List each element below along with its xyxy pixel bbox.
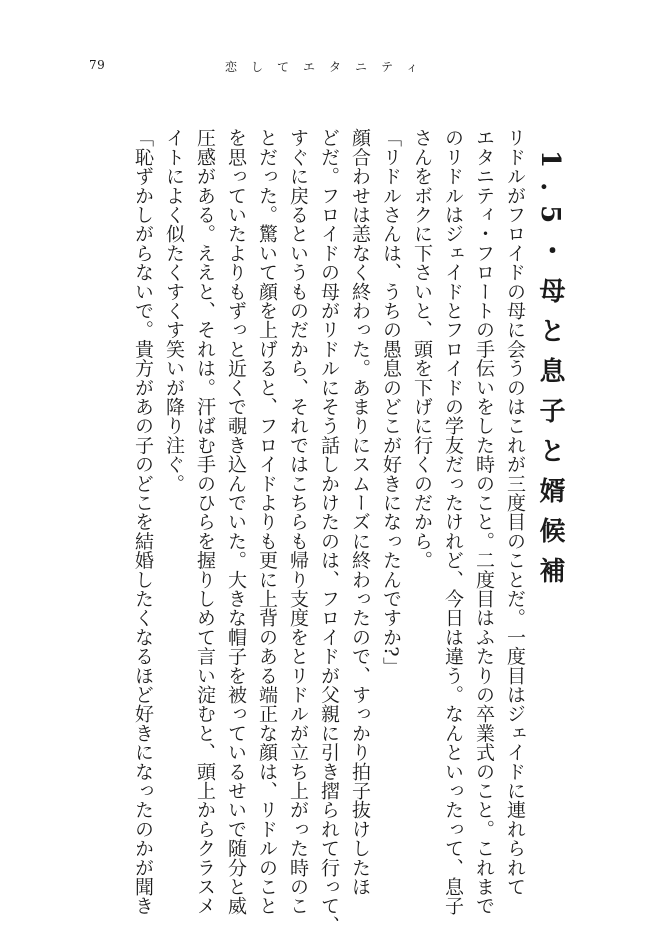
body-line: どだ。フロイドの母がリドルにそう話しかけたのは、フロイドが父親に引き摺られて行って、 [318,128,340,934]
body-line: 「リドルさんは、うちの愚息のどこが好きになったんですか?」 [380,128,402,676]
body-line: リドルがフロイドの母に会うのはこれが三度目のことだ。一度目はジェイドに連れられて [504,128,526,896]
chapter-title: 1.5・母と息子と婿候補 [535,150,565,598]
body-line: 「恥ずかしがらないで。貴方があの子のどこを結婚したくなるほど好きになったのかが聞き [132,128,154,916]
body-line: とだった。驚いて顔を上げると、フロイドよりも更に上背のある端正な顔は、リドルのこと [256,128,278,916]
body-line: エタニティ・フロートの手伝いをした時のこと。二度目はふたりの卒業式のこと。これまで [473,128,495,916]
running-header: 恋してエタニティ [225,60,433,74]
body-line: イトによく似たくすくす笑いが降り注ぐ。 [163,128,185,493]
body-line: 顔合わせは恙なく終わった。あまりにスムーズに終わったので、すっかり拍子抜けしたほ [349,128,371,896]
body-line: を思っていたよりもずっと近くで覗き込んでいた。大きな帽子を被っているせいで随分と威 [225,128,247,916]
body-line: 圧感がある。ええと、それは。汗ばむ手のひらを握りしめて言い淀むと、頭上からクラスメ [194,128,216,916]
body-line: すぐに戻るというものだから、それではこちらも帰り支度をとリドルが立ち上がった時のこ [287,128,309,916]
page-number: 79 [89,58,106,72]
body-line: さんをボクに下さいと、頭を下げに行くのだから。 [411,128,433,570]
body-text [127,128,530,934]
body-line: のリドルはジェイドとフロイドの学友だったけれど、今日は違う。なんといったって、息子 [442,128,464,916]
